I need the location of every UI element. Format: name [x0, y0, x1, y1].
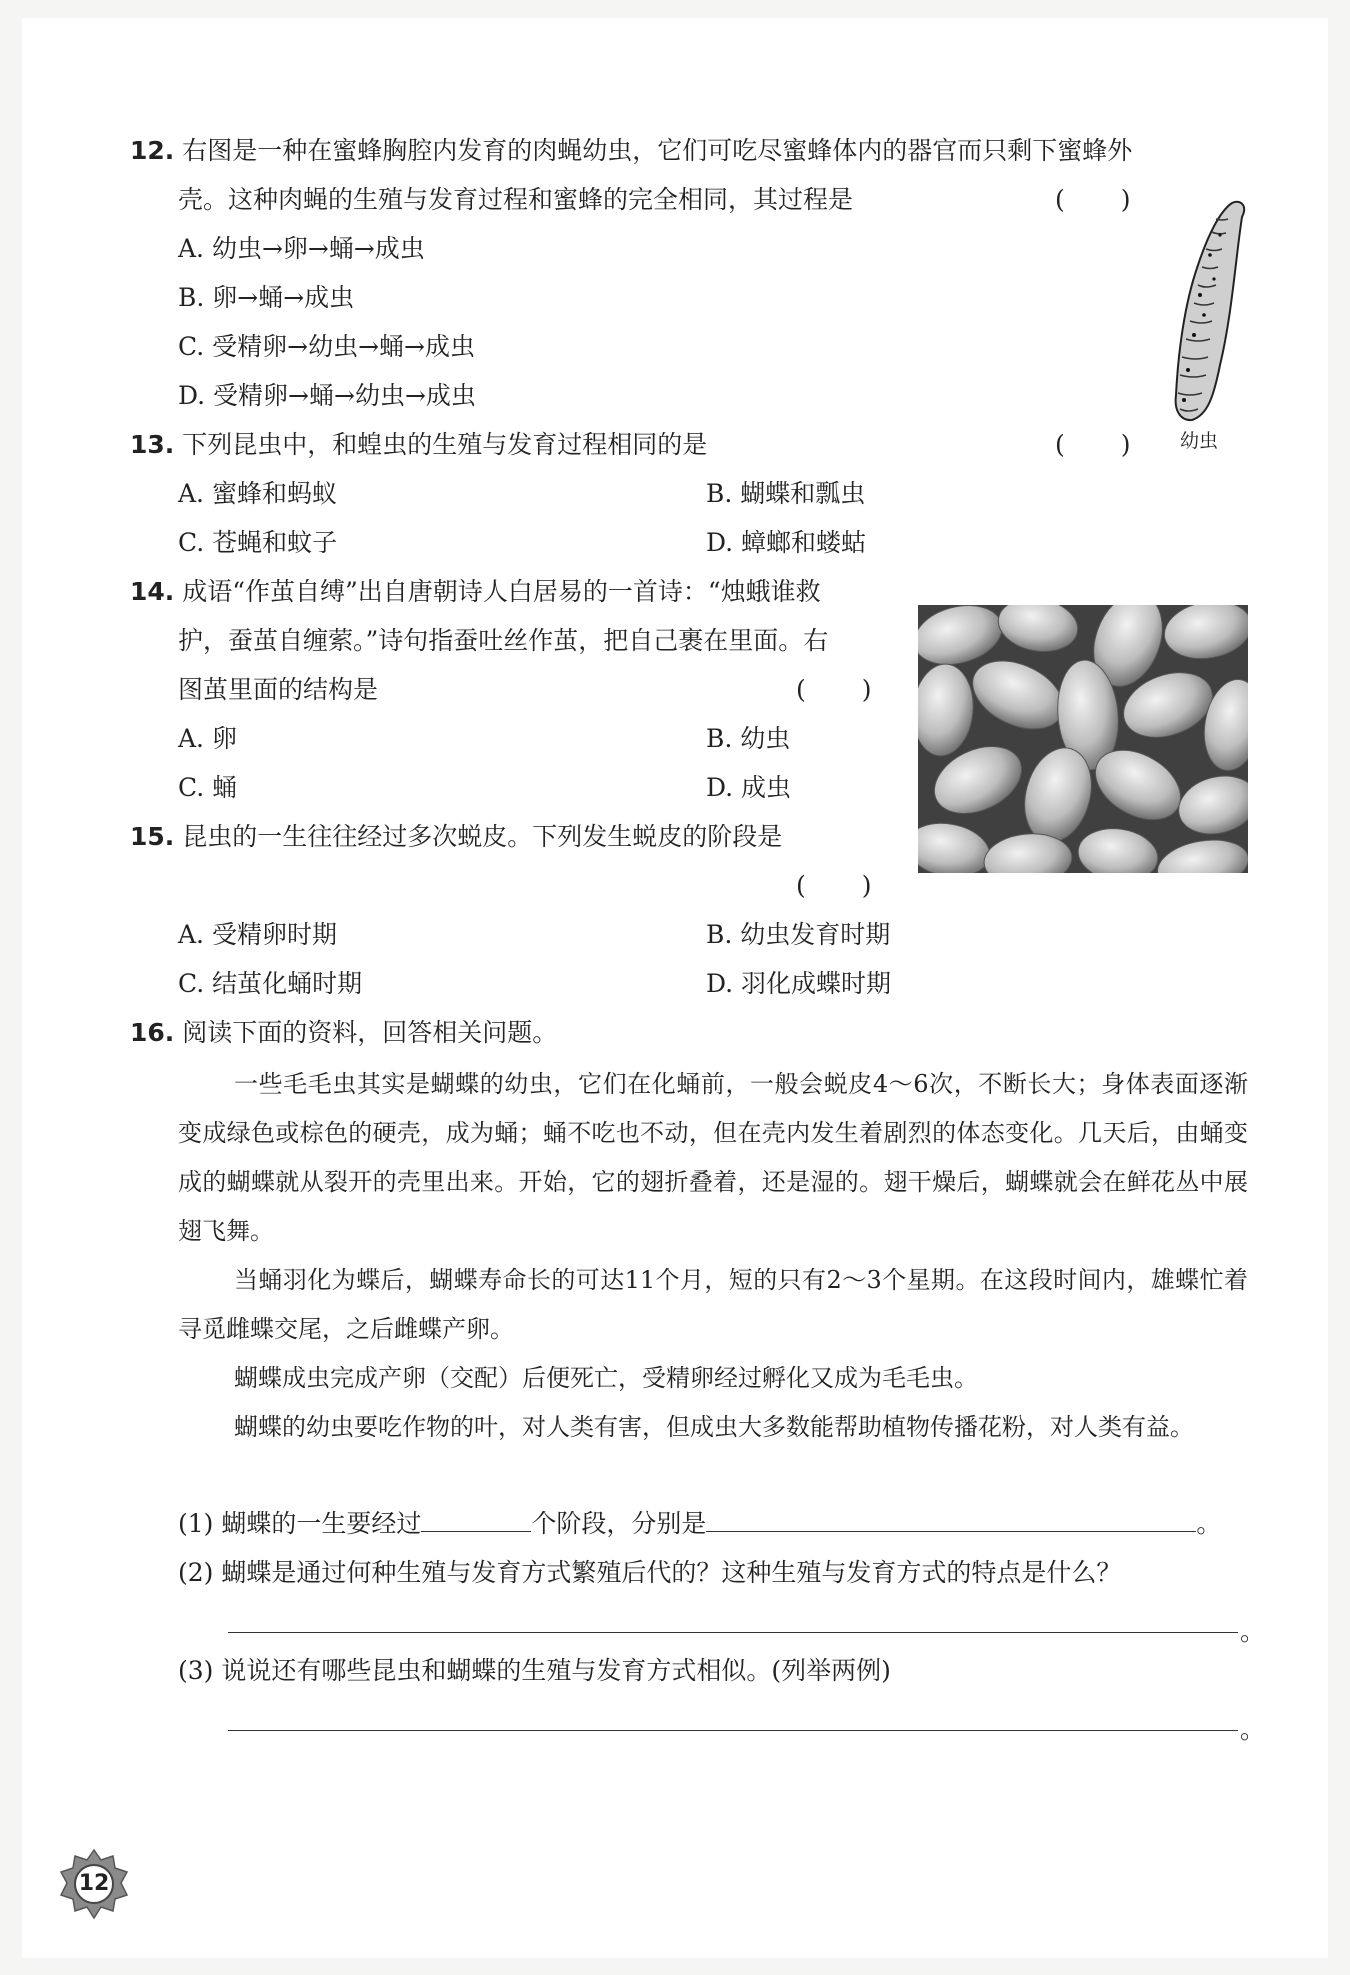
q15-option-d[interactable]: D. 羽化成蝶时期 — [706, 969, 892, 998]
q16-sub1-period: 。 — [1196, 1509, 1222, 1538]
q14-number: 14. — [130, 577, 175, 606]
q15-number: 15. — [130, 822, 175, 851]
q16-sub1-text-b: 个阶段，分别是 — [531, 1509, 707, 1538]
q12-stem-line1 — [130, 134, 1132, 168]
q13-answer-paren[interactable]: ( ) — [1055, 430, 1133, 459]
passage-paragraph-3: 蝴蝶成虫完成产卵（交配）后便死亡，受精卵经过孵化又成为毛毛虫。 — [234, 1364, 978, 1392]
q13-option-d[interactable]: D. 蟑螂和蝼蛄 — [706, 528, 867, 557]
stages-list-blank[interactable] — [706, 1509, 1196, 1532]
q12-number: 12. — [130, 136, 175, 165]
q13-option-a[interactable]: A. 蜜蜂和蚂蚁 — [178, 479, 337, 508]
q16-sub2-answer-line[interactable] — [228, 1632, 1238, 1633]
q15-answer-paren[interactable]: ( ) — [796, 871, 874, 900]
page-number: 12 — [78, 1871, 110, 1896]
q12-stem-text1: 右图是一种在蜜蜂胸腔内发育的肉蝇幼虫，它们可吃尽蜜蜂体内的器官而只剩下蜜蜂外 — [182, 136, 1133, 165]
q16-stem-text: 阅读下面的资料，回答相关问题。 — [182, 1018, 558, 1047]
q12-option-a[interactable]: A. 幼虫→卵→蛹→成虫 — [178, 234, 425, 263]
q15-option-b[interactable]: B. 幼虫发育时期 — [706, 920, 891, 949]
q12-option-b[interactable]: B. 卵→蛹→成虫 — [178, 283, 355, 312]
q12-stem-line2: 壳。这种肉蝇的生殖与发育过程和蜜蜂的完全相同，其过程是 — [178, 185, 854, 214]
q14-option-c[interactable]: C. 蛹 — [178, 773, 238, 802]
q16-sub1 — [178, 1507, 1221, 1541]
q14-stem-text1: 成语“作茧自缚”出自唐朝诗人白居易的一首诗：“烛蛾谁救 — [182, 577, 821, 606]
passage-paragraph-2: 当蛹羽化为蝶后，蝴蝶寿命长的可达11个月，短的只有2～3个星期。在这段时间内，雄蝶忙着寻觅雌蝶交尾，之后雌蝶产卵。 — [178, 1266, 1248, 1343]
q12-answer-paren[interactable]: ( ) — [1055, 185, 1133, 214]
larva-figure — [1170, 195, 1250, 425]
q14-option-b[interactable]: B. 幼虫 — [706, 724, 791, 753]
q14-option-d[interactable]: D. 成虫 — [706, 773, 792, 802]
q15-stem-line — [130, 820, 782, 854]
q15-option-c[interactable]: C. 结茧化蛹时期 — [178, 969, 363, 998]
q16-sub2-period: 。 — [1240, 1617, 1266, 1646]
q15-option-a[interactable]: A. 受精卵时期 — [178, 920, 337, 949]
larva-caption: 幼虫 — [1180, 430, 1219, 452]
page-number-badge — [58, 1848, 130, 1920]
q13-option-c[interactable]: C. 苍蝇和蚊子 — [178, 528, 338, 557]
q14-answer-paren[interactable]: ( ) — [796, 675, 874, 704]
q16-sub3: (3) 说说还有哪些昆虫和蝴蝶的生殖与发育方式相似。(列举两例) — [178, 1656, 891, 1685]
q13-number: 13. — [130, 430, 175, 459]
q16-sub1-text-a: (1) 蝴蝶的一生要经过 — [178, 1509, 422, 1538]
q14-stem-line2: 护，蚕茧自缠萦。”诗句指蚕吐丝作茧，把自己裹在里面。右 — [178, 626, 829, 655]
q14-option-a[interactable]: A. 卵 — [178, 724, 237, 753]
q16-sub3-answer-line[interactable] — [228, 1730, 1238, 1731]
q13-option-b[interactable]: B. 蝴蝶和瓢虫 — [706, 479, 866, 508]
q12-option-d[interactable]: D. 受精卵→蛹→幼虫→成虫 — [178, 381, 476, 410]
q13-stem-line — [130, 428, 707, 462]
passage-paragraph-1: 一些毛毛虫其实是蝴蝶的幼虫，它们在化蛹前，一般会蜕皮4～6次，不断长大；身体表面逐渐变成绿色或棕色的硬壳，成为蛹；蛹不吃也不动，但在壳内发生着剧烈的体态变化。几天后，由蛹变成的蝴蝶就从裂开的壳里出来。开始，它的翅折叠着，还是湿的。翅干燥后，蝴蝶就会在鲜花丛中展翅飞舞。 — [178, 1070, 1248, 1245]
q12-option-c[interactable]: C. 受精卵→幼虫→蛹→成虫 — [178, 332, 475, 361]
larva-illustration — [1170, 195, 1250, 425]
q15-stem-text: 昆虫的一生往往经过多次蜕皮。下列发生蜕皮的阶段是 — [182, 822, 783, 851]
q16-number: 16. — [130, 1018, 175, 1047]
stage-count-blank[interactable] — [421, 1509, 531, 1532]
q16-sub2: (2) 蝴蝶是通过何种生殖与发育方式繁殖后代的？这种生殖与发育方式的特点是什么？ — [178, 1558, 1122, 1587]
q14-stem-line1 — [130, 575, 821, 609]
q13-stem-text: 下列昆虫中，和蝗虫的生殖与发育过程相同的是 — [182, 430, 708, 459]
cocoon-photo — [918, 605, 1248, 873]
q14-stem-line3: 图茧里面的结构是 — [178, 675, 379, 704]
q16-stem-line — [130, 1016, 557, 1050]
cocoons-image — [918, 605, 1248, 873]
q16-sub3-period: 。 — [1240, 1715, 1266, 1744]
passage-paragraph-4: 蝴蝶的幼虫要吃作物的叶，对人类有害，但成虫大多数能帮助植物传播花粉，对人类有益。 — [234, 1413, 1194, 1441]
